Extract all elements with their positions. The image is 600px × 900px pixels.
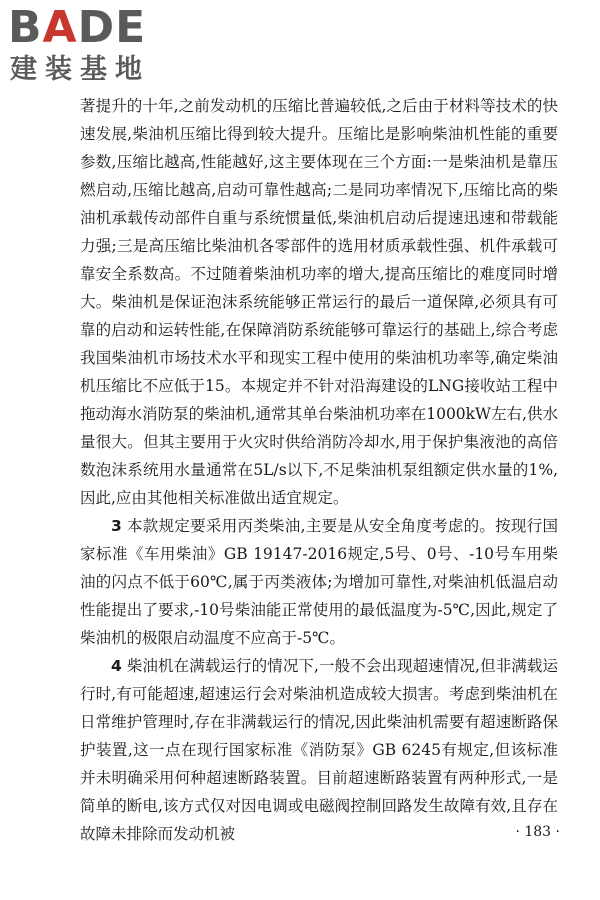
item-number: 4 bbox=[111, 657, 122, 675]
logo bbox=[8, 2, 178, 90]
paragraph-item-3: 3 本款规定要采用丙类柴油,主要是从安全角度考虑的。按现行国家标准《车用柴油》GB 19147-2016规定,5号、0号、-10号车用柴油的闪点不低于60℃,属于丙类液体;为增加可靠性,对柴油机低温启动性能提出了要求,-10号柴油能正常使用的最低温度为-5℃,因此,规定了柴油机的极限启动温度不应高于-5℃。 bbox=[80, 517, 558, 647]
body-text bbox=[80, 92, 558, 848]
page-number: · 183 · bbox=[515, 824, 560, 840]
logo-wordmark: BADE bbox=[8, 2, 147, 53]
logo-subtitle: 建装基地 bbox=[10, 54, 150, 85]
item-number: 3 bbox=[111, 517, 122, 535]
paragraph-continued: 著提升的十年,之前发动机的压缩比普遍较低,之后由于材料等技术的快速发展,柴油机压缩比得到较大提升。压缩比是影响柴油机性能的重要参数,压缩比越高,性能越好,这主要体现在三个方面:一是柴油机是靠压燃启动,压缩比越高,启动可靠性越高;二是同功率情况下,压缩比高的柴油机承载传动部件自重与系统惯量低,柴油机启动后提速迅速和带载能力强;三是高压缩比柴油机各零部件的选用材质承载性强、机件承载可靠安全系数高。不过随着柴油机功率的增大,提高压缩比的难度同时增大。柴油机是保证泡沫系统能够正常运行的最后一道保障,必须具有可靠的启动和运转性能,在保障消防系统能够可靠运行的基础上,综合考虑我国柴油机市场技术水平和现实工程中使用的柴油机功率等,确定柴油机压缩比不应低于15。本规定并不针对沿海建设的LNG接收站工程中拖动海水消防泵的柴油机,通常其单台柴油机功率在1000kW左右,供水量很大。但其主要用于火灾时供给消防冷却水,用于保护集液池的高倍数泡沫系统用水量通常在5L/s以下,不足柴油机泵组额定供水量的1%,因此,应由其他相关标准做出适宜规定。 bbox=[80, 97, 558, 507]
paragraph-item-4: 4 柴油机在满载运行的情况下,一般不会出现超速情况,但非满载运行时,有可能超速,超速运行会对柴油机造成较大损害。考虑到柴油机在日常维护管理时,存在非满载运行的情况,因此柴油机需要有超速断路保护装置,这一点在现行国家标准《消防泵》GB 6245有规定,但该标准并未明确采用何种超速断路装置。目前超速断路装置有两种形式,一是简单的断电,该方式仅对因电调或电磁阀控制回路发生故障有效,且存在故障未排除而发动机被 bbox=[80, 657, 558, 843]
